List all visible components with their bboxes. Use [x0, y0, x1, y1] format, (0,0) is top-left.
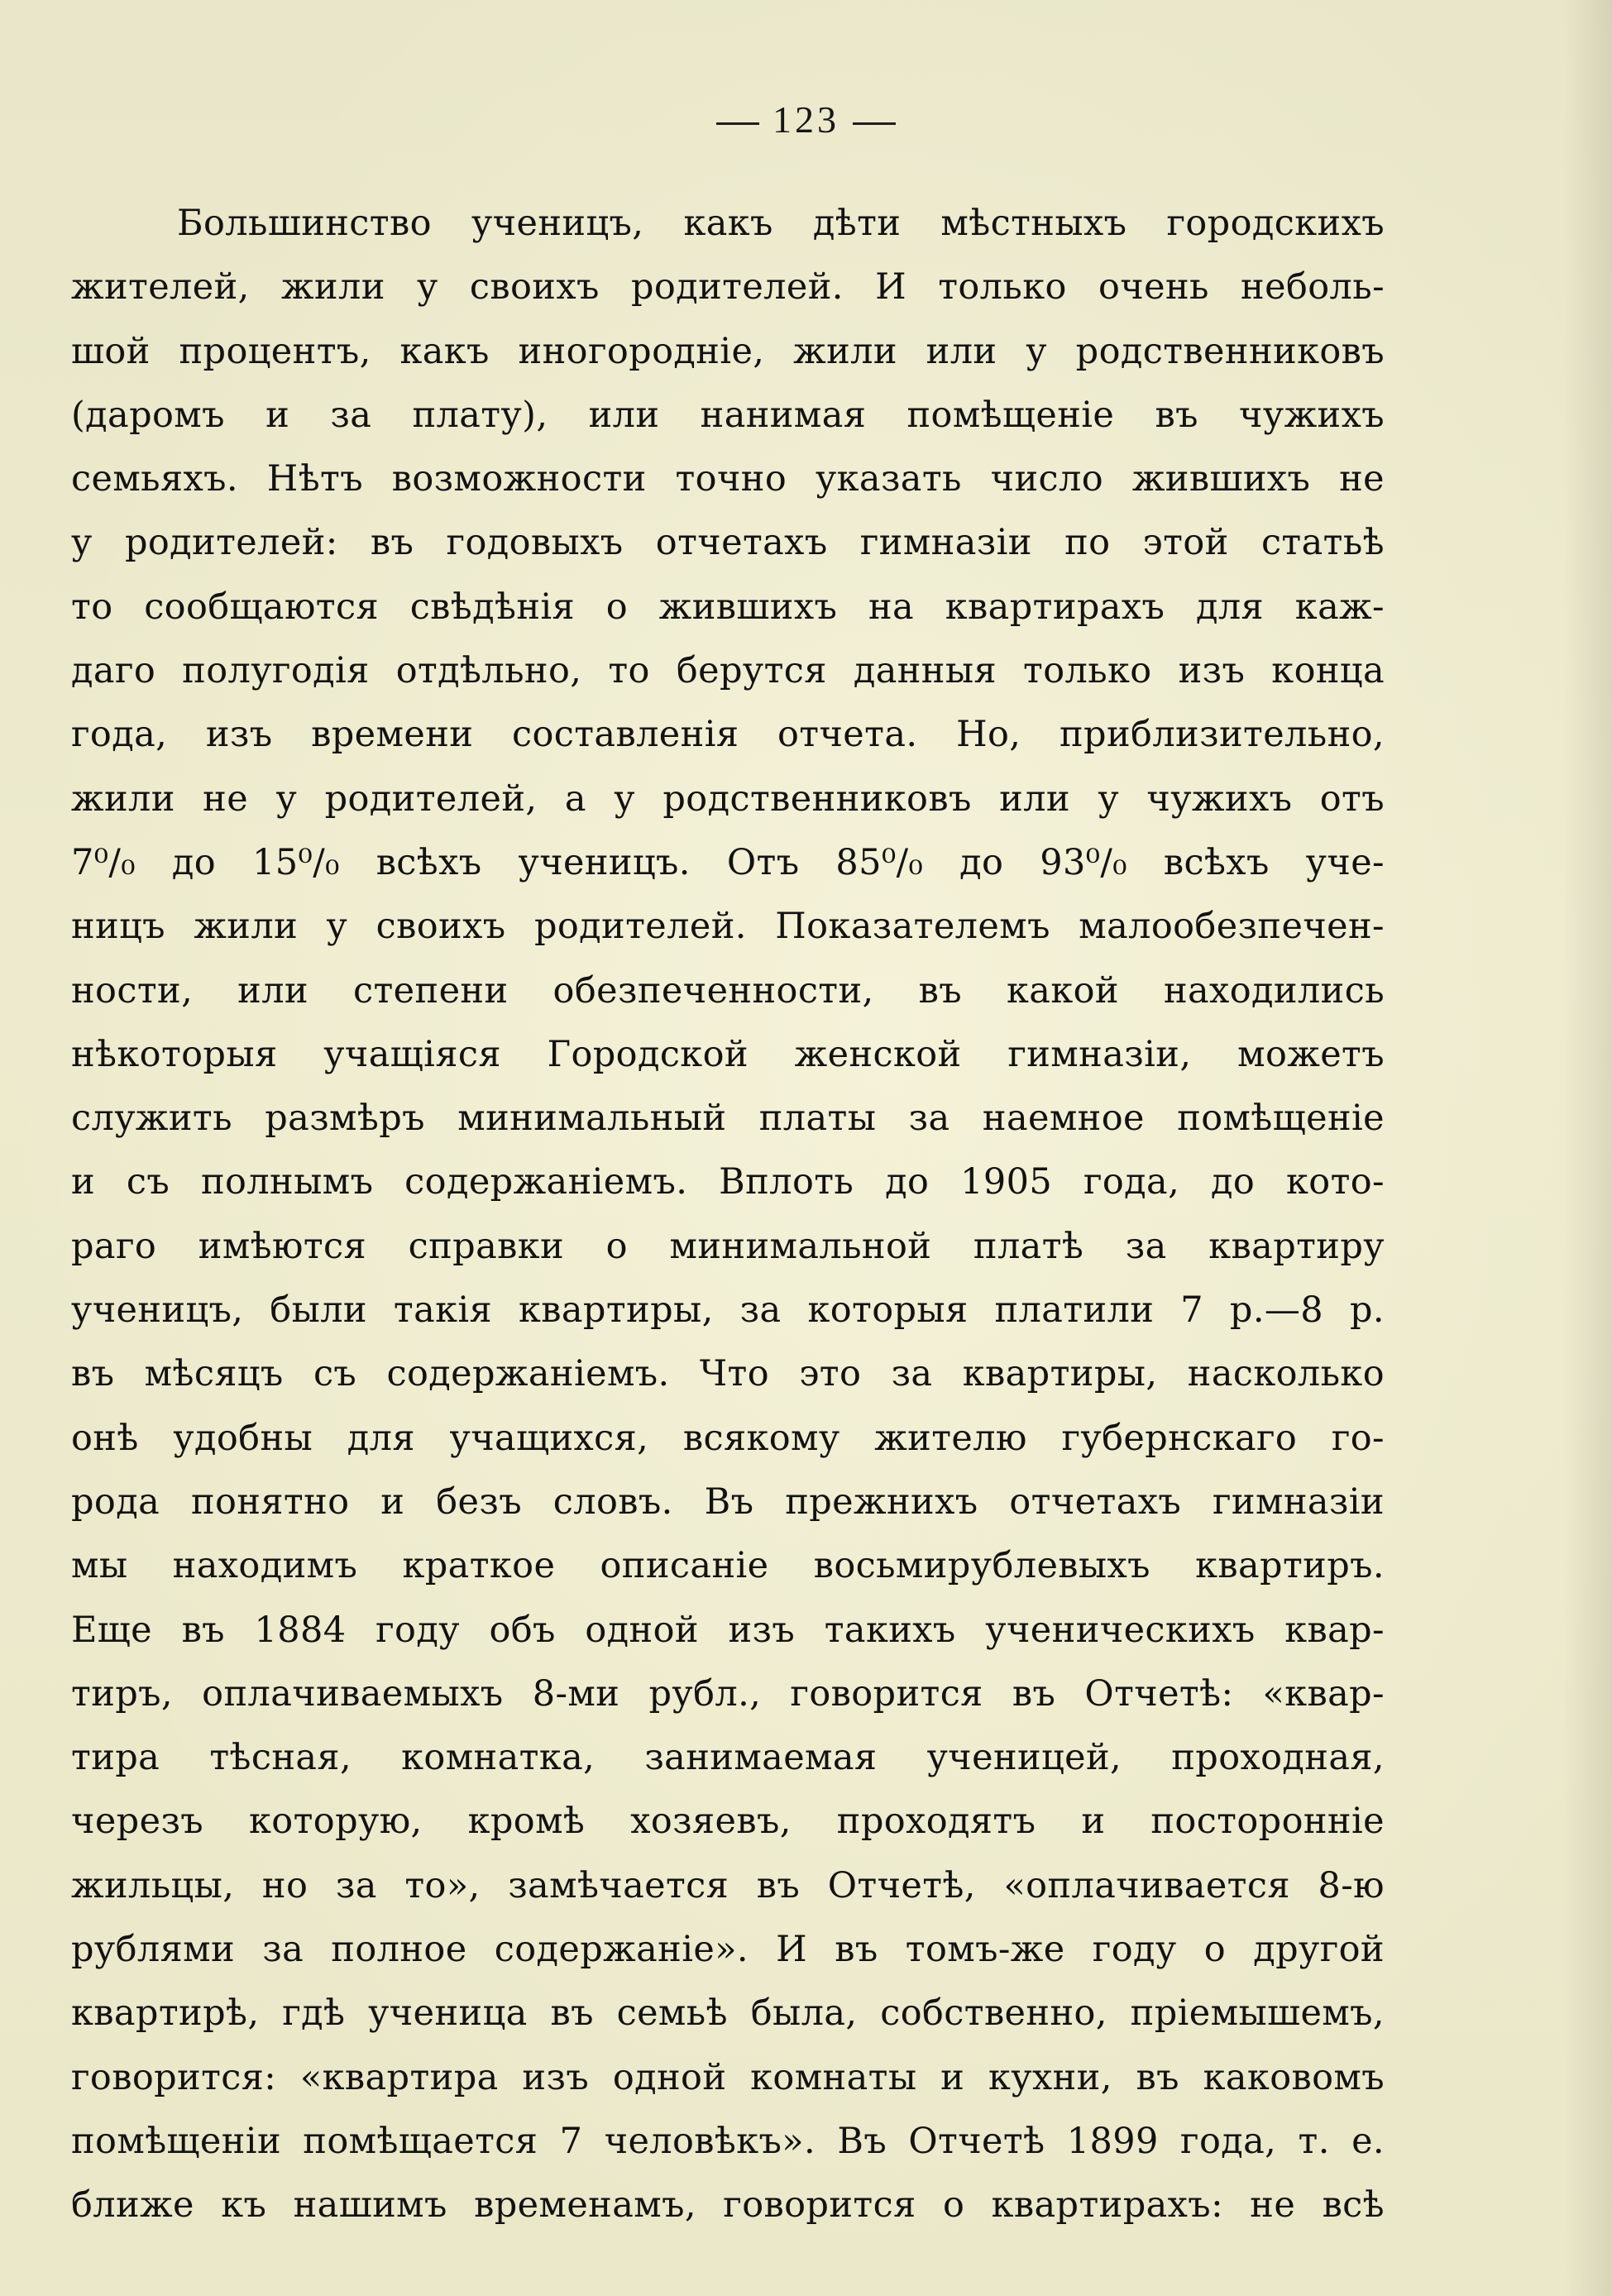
text-line: жильцы, но за то», замѣчается въ Отчетѣ, «оплачивается 8-ю: [71, 1864, 1385, 1906]
text-line: раго имѣются справки о минимальной платѣ за квартиру: [71, 1225, 1385, 1267]
text-line: года, изъ времени составленія отчета. Но, приблизительно,: [71, 714, 1385, 756]
page-edge-shadow: [1562, 0, 1612, 2296]
text-line: 7⁰/₀ до 15⁰/₀ всѣхъ ученицъ. Отъ 85⁰/₀ до 93⁰/₀ всѣхъ уче-: [71, 841, 1385, 883]
text-line: даго полугодія отдѣльно, то берутся данныя только изъ конца: [71, 650, 1385, 692]
text-line: ученицъ, были такія квартиры, за которыя платили 7 р.—8 р.: [71, 1289, 1385, 1332]
text-line: и съ полнымъ содержаніемъ. Вплоть до 1905 года, до кото-: [71, 1161, 1385, 1203]
text-line: у родителей: въ годовыхъ отчетахъ гимназіи по этой статьѣ: [71, 522, 1385, 564]
text-line: въ мѣсяцъ съ содержаніемъ. Что это за квартиры, насколько: [71, 1353, 1385, 1395]
text-line: рублями за полное содержаніе». И въ томъ-же году о другой: [71, 1929, 1385, 1971]
body-text: [71, 192, 1385, 2238]
text-line: тира тѣсная, комнатка, занимаемая ученицей, проходная,: [71, 1737, 1385, 1779]
text-line: ближе къ нашимъ временамъ, говорится о квартирахъ: не всѣ: [71, 2184, 1385, 2227]
text-line: то сообщаются свѣдѣнія о жившихъ на квартирахъ для каж-: [71, 586, 1385, 628]
text-line: Большинство ученицъ, какъ дѣти мѣстныхъ городскихъ: [177, 203, 1385, 244]
text-line: говорится: «квартира изъ одной комнаты и кухни, въ каковомъ: [71, 2056, 1385, 2098]
text-line: семьяхъ. Нѣтъ возможности точно указать число жившихъ не: [71, 458, 1385, 500]
text-line: черезъ которую, кромѣ хозяевъ, проходятъ и посторонніе: [71, 1801, 1385, 1843]
page-number: 123: [773, 98, 839, 141]
text-line: служить размѣръ минимальный платы за наемное помѣщеніе: [71, 1098, 1385, 1140]
text-line: Еще въ 1884 году объ одной изъ такихъ ученическихъ квар-: [71, 1609, 1385, 1651]
text-line: (даромъ и за плату), или нанимая помѣщеніе въ чужихъ: [71, 394, 1385, 436]
text-line: ницъ жили у своихъ родителей. Показателемъ малообезпечен-: [71, 906, 1385, 948]
text-line: тиръ, оплачиваемыхъ 8-ми рубл., говорится въ Отчетѣ: «квар-: [71, 1672, 1385, 1715]
text-line: нѣкоторыя учащіяся Городской женской гимназіи, можетъ: [71, 1033, 1385, 1075]
text-line: онѣ удобны для учащихся, всякому жителю губернскаго го-: [71, 1417, 1385, 1459]
text-line: рода понятно и безъ словъ. Въ прежнихъ отчетахъ гимназіи: [71, 1480, 1385, 1523]
right-dash: [853, 122, 896, 125]
text-line: жителей, жили у своихъ родителей. И только очень неболь-: [71, 266, 1385, 309]
text-line: помѣщеніи помѣщается 7 человѣкъ». Въ Отчетѣ 1899 года, т. е.: [71, 2120, 1385, 2162]
text-line: ности, или степени обезпеченности, въ какой находились: [71, 969, 1385, 1012]
text-line: жили не у родителей, а у родственниковъ или у чужихъ отъ: [71, 777, 1385, 820]
text-line: шой процентъ, какъ иногородніе, жили или у родственниковъ: [71, 330, 1385, 372]
text-line: мы находимъ краткое описаніе восьмирублевыхъ квартиръ.: [71, 1545, 1385, 1587]
page-number-header: [0, 98, 1612, 141]
left-dash: [716, 122, 759, 125]
text-line: квартирѣ, гдѣ ученица въ семьѣ была, собственно, пріемышемъ,: [71, 1992, 1385, 2035]
